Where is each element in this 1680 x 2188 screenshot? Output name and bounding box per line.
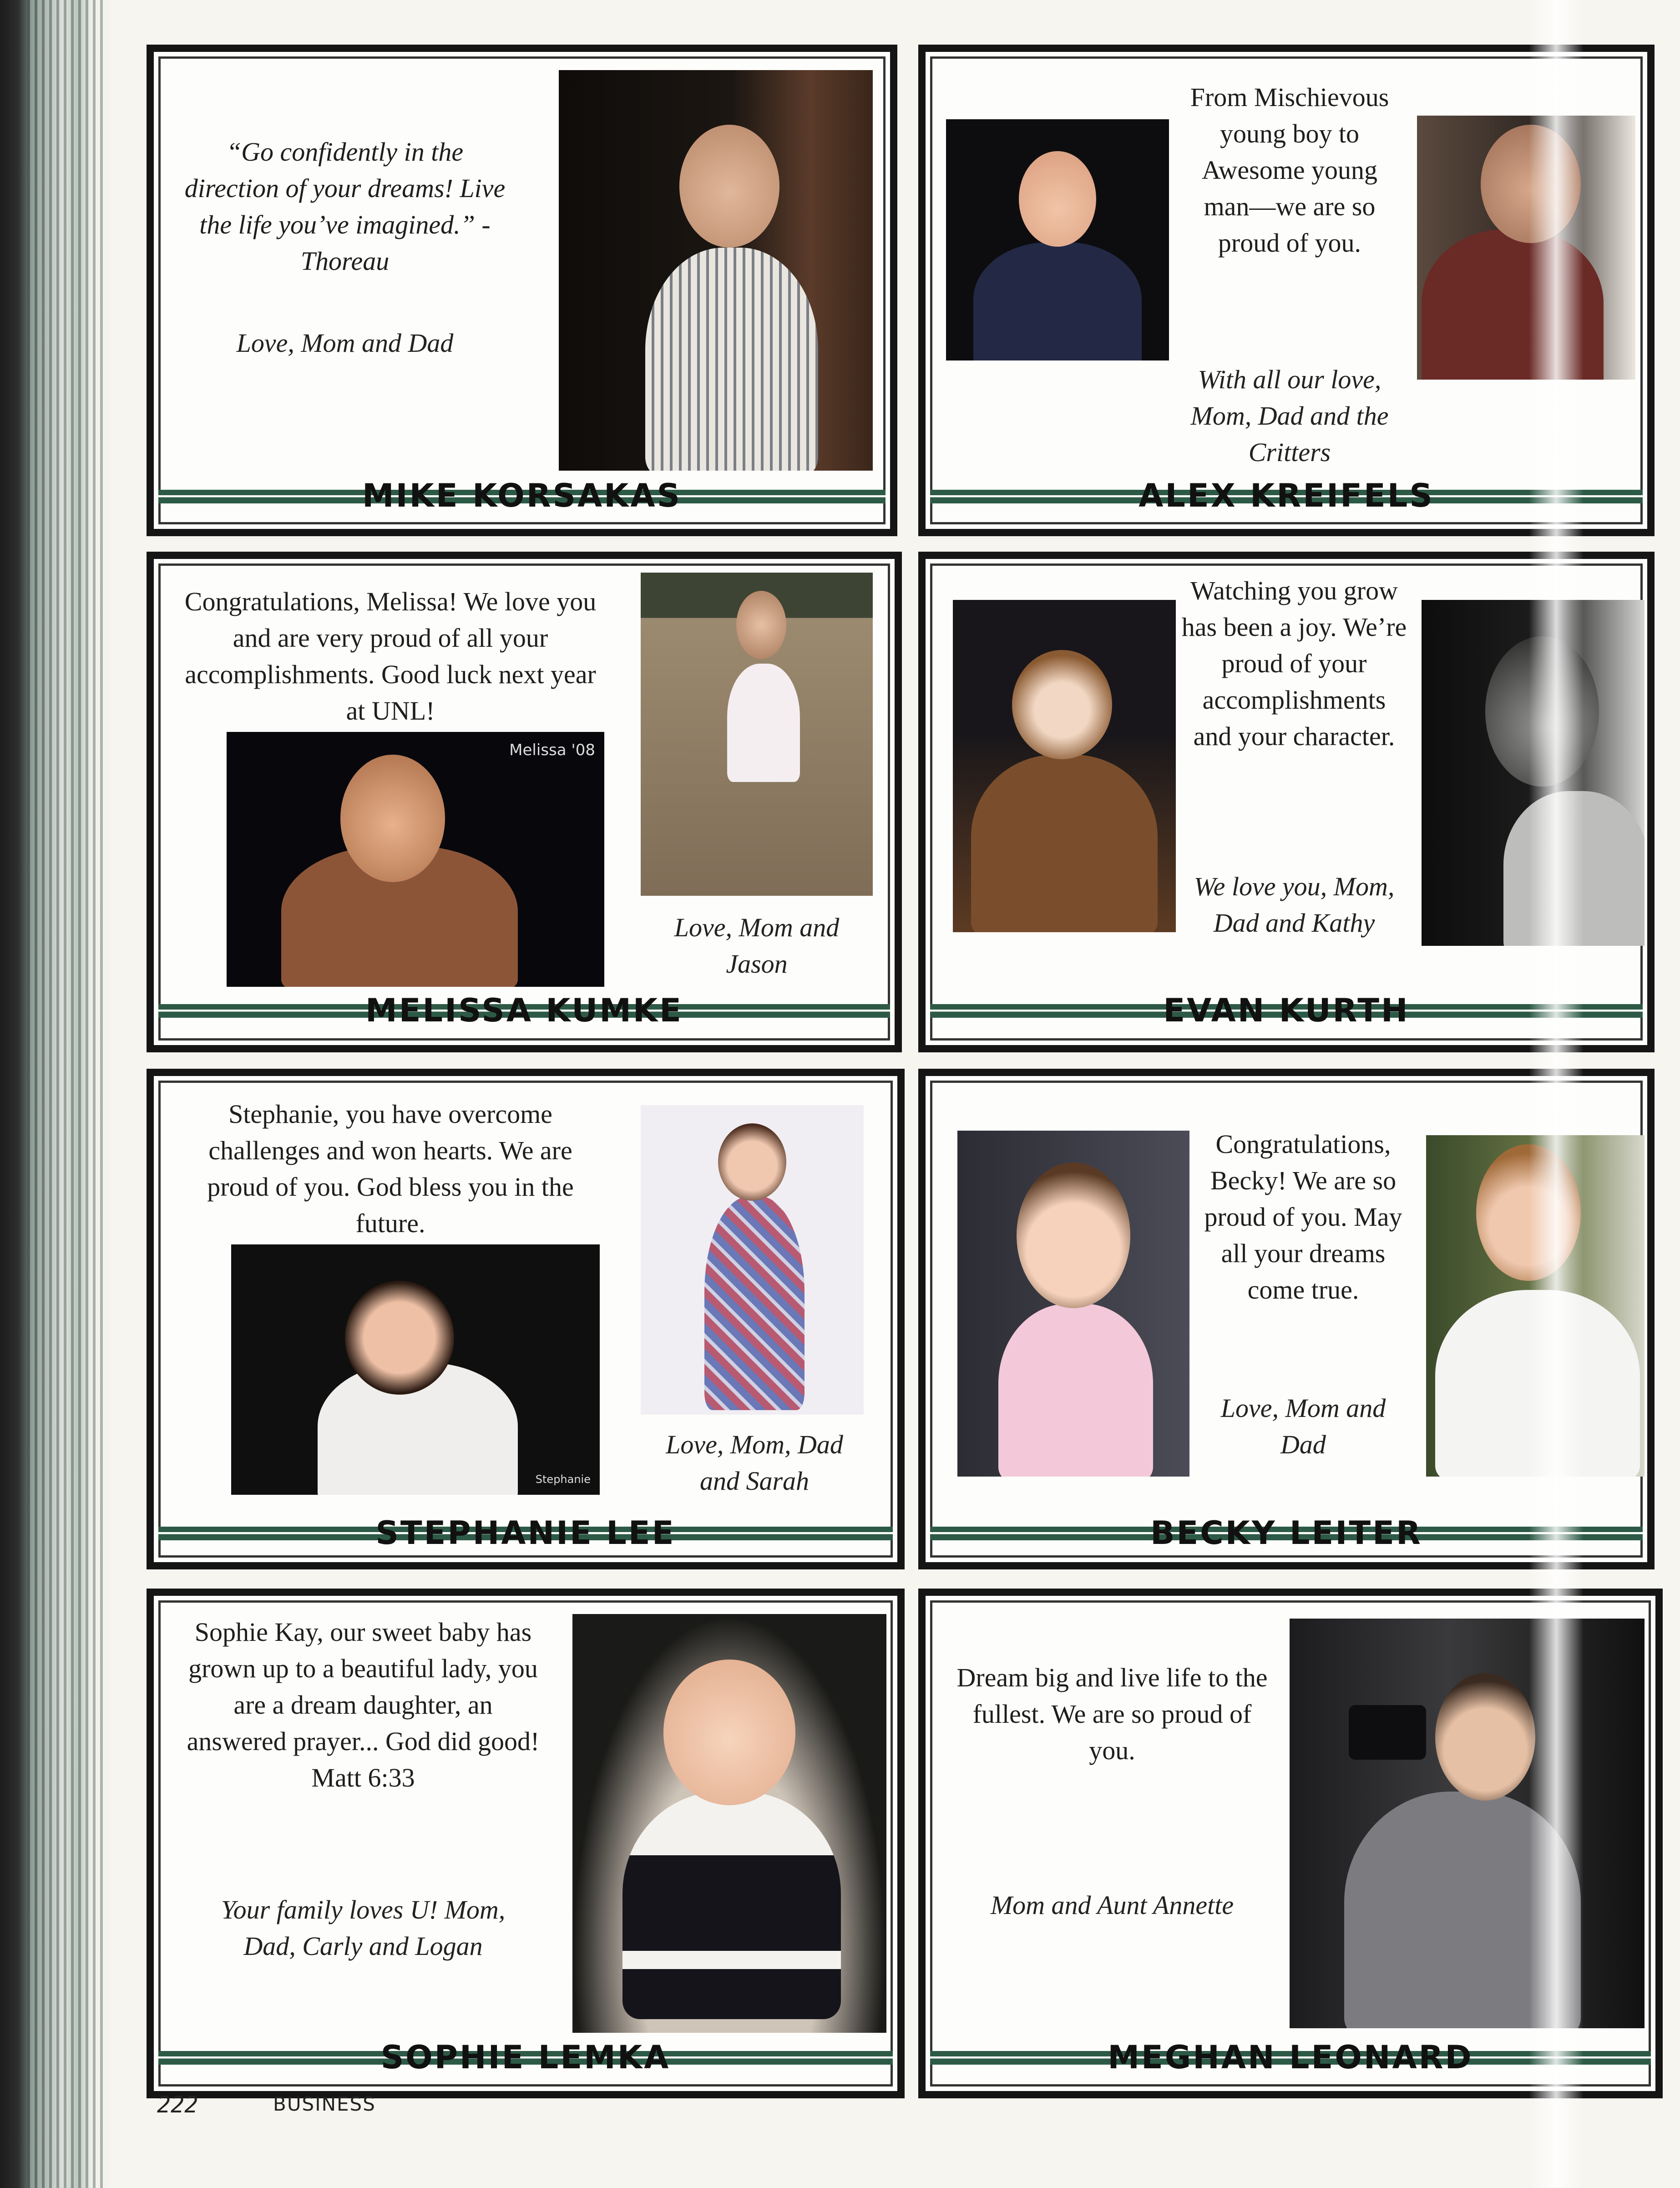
photo-figure-body xyxy=(727,664,800,782)
ad-message: Stephanie, you have overcome challenges and won hearts. We are proud of you. God bless you in the future. xyxy=(207,1099,574,1238)
ad-panel-mike-korsakas xyxy=(147,45,897,536)
ad-signature: Mom and Aunt Annette xyxy=(990,1890,1234,1920)
camera xyxy=(1349,1705,1426,1760)
section-label: BUSINESS xyxy=(273,2093,376,2115)
ad-message: Watching you grow has been a joy. We’re proud of your accomplishments and your character. xyxy=(1181,576,1407,751)
ad-panel-evan-kurth xyxy=(918,552,1655,1052)
student-name: BECKY LEITER xyxy=(1150,1514,1422,1552)
ad-message: Congratulations, Becky! We are so proud of you. May all your dreams come true. xyxy=(1204,1129,1402,1305)
photo-figure-head xyxy=(1481,125,1581,243)
ad-signature: With all our love, Mom, Dad and the Critters xyxy=(1190,365,1389,467)
ad-signature: Love, Mom and Dad xyxy=(1220,1393,1386,1459)
ad-message: Sophie Kay, our sweet baby has grown up to a beautiful lady, you are a dream daughter, an answered prayer... God did good! Matt 6:33 xyxy=(187,1617,540,1792)
photo-figure-head xyxy=(340,755,445,882)
ad-signature: Love, Mom, Dad and Sarah xyxy=(666,1430,843,1496)
photo-figure-body xyxy=(998,1304,1153,1477)
senior-photo xyxy=(1290,1619,1645,2028)
ad-signature: Love, Mom and Jason xyxy=(674,913,840,979)
photo-figure-head xyxy=(1019,151,1096,247)
ad-message: “Go confidently in the direction of your dreams! Live the life you’ve imagined.” -Thoreau xyxy=(184,137,506,276)
senior-photo xyxy=(227,732,604,987)
photo-figure-head xyxy=(663,1660,795,1805)
photo-figure-head xyxy=(345,1281,454,1395)
senior-photo xyxy=(1426,1135,1645,1477)
photo-figure-head xyxy=(736,591,786,659)
page-number: 222 xyxy=(157,2092,198,2118)
student-name: MEGHAN LEONARD xyxy=(1108,2039,1473,2076)
photo-figure-body xyxy=(971,755,1158,932)
photo-caption: Stephanie xyxy=(535,1473,591,1486)
senior-photo xyxy=(231,1244,600,1495)
photo-caption: Melissa '08 xyxy=(509,741,595,759)
ad-panel-alex-kreifels xyxy=(918,45,1655,536)
photo-figure-head xyxy=(1017,1163,1130,1308)
ad-signature: Your family loves U! Mom, Dad, Carly and Logan xyxy=(221,1895,506,1961)
student-name: STEPHANIE LEE xyxy=(375,1514,676,1552)
photo-figure-body xyxy=(1435,1290,1640,1477)
photo-figure-head xyxy=(679,125,779,248)
senior-photo xyxy=(1417,116,1635,380)
photo-figure-body xyxy=(1344,1792,1581,2028)
photo-figure-head xyxy=(718,1123,786,1201)
ad-message: Congratulations, Melissa! We love you and are very proud of all your accomplishments. Good luck next year at UNL! xyxy=(184,587,597,726)
photo-figure-head xyxy=(1476,1144,1581,1281)
ad-panel-meghan-leonard xyxy=(918,1589,1663,2098)
childhood-photo xyxy=(953,600,1176,932)
photo-figure-body xyxy=(645,248,818,471)
baby-photo xyxy=(572,1614,886,2033)
childhood-photo xyxy=(641,1105,864,1415)
photo-figure-body xyxy=(973,242,1142,360)
senior-photo xyxy=(559,70,873,471)
childhood-photo xyxy=(957,1131,1189,1477)
ad-signature: We love you, Mom, Dad and Kathy xyxy=(1194,872,1395,938)
student-name: MIKE KORSAKAS xyxy=(362,477,682,514)
childhood-photo xyxy=(946,119,1169,360)
photo-figure-body xyxy=(1503,791,1645,946)
ad-panel-becky-leiter xyxy=(918,1069,1655,1569)
photo-figure-body xyxy=(622,1792,841,2019)
page-edge-lines xyxy=(27,0,105,2188)
ad-signature: Love, Mom and Dad xyxy=(236,328,454,358)
photo-figure-body xyxy=(704,1196,805,1410)
book-spine-edge xyxy=(0,0,113,2188)
ad-message: Dream big and live life to the fullest. We are so proud of you. xyxy=(956,1663,1268,1765)
photo-figure-head xyxy=(1485,636,1599,787)
student-name: ALEX KREIFELS xyxy=(1139,477,1434,514)
photo-figure-body xyxy=(1422,229,1604,380)
ad-panel-melissa-kumke xyxy=(147,552,902,1052)
photo-figure-head xyxy=(1435,1673,1535,1801)
senior-photo xyxy=(1422,600,1645,946)
ad-panel-stephanie-lee xyxy=(147,1069,905,1569)
student-name: MELISSA KUMKE xyxy=(365,992,683,1029)
photo-figure-head xyxy=(1012,650,1112,759)
ad-panel-sophie-lemka xyxy=(147,1589,905,2098)
ad-message: From Mischievous young boy to Awesome young man—we are so proud of you. xyxy=(1190,82,1389,258)
student-name: EVAN KURTH xyxy=(1163,992,1410,1029)
student-name: SOPHIE LEMKA xyxy=(380,2039,671,2076)
childhood-photo xyxy=(641,573,873,896)
